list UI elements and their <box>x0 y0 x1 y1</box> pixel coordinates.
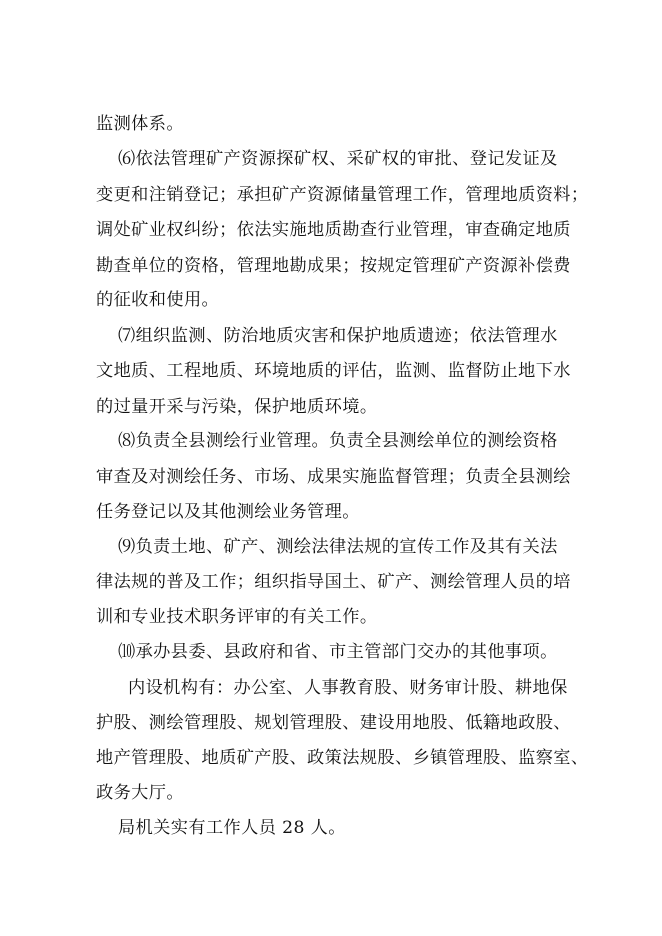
text-line: 审查及对测绘任务、市场、成果实施监督管理；负责全县测绘 <box>96 467 571 487</box>
text-line: 监测体系。 <box>96 114 184 134</box>
text-line: ⑼负责土地、矿产、测绘法律法规的宣传工作及其有关法 <box>118 537 558 557</box>
text-line: 局机关实有工作人员 28 人。 <box>118 818 346 838</box>
text-line: 变更和注销登记；承担矿产资源储量管理工作，管理地质资料； <box>96 185 589 205</box>
text-line: 任务登记以及其他测绘业务管理。 <box>96 502 360 522</box>
text-line: 律法规的普及工作；组织指导国土、矿产、测绘管理人员的培 <box>96 572 571 592</box>
text-line: 护股、测绘管理股、规划管理股、建设用地股、低籍地政股、 <box>96 713 571 733</box>
text-line: ⑻负责全县测绘行业管理。负责全县测绘单位的测绘资格 <box>118 431 558 451</box>
text-line: 文地质、工程地质、环境地质的评估，监测、监督防止地下水 <box>96 361 571 381</box>
text-line: ⑽承办县委、县政府和省、市主管部门交办的其他事项。 <box>118 642 558 662</box>
text-line: 的征收和使用。 <box>96 290 220 310</box>
text-line: 勘查单位的资格，管理地勘成果；按规定管理矿产资源补偿费 <box>96 256 571 276</box>
text-line: 训和专业技术职务评审的有关工作。 <box>96 607 378 627</box>
text-line: ⑹依法管理矿产资源探矿权、采矿权的审批、登记发证及 <box>118 149 558 169</box>
text-line: 调处矿业权纠纷；依法实施地质勘查行业管理，审查确定地质 <box>96 220 571 240</box>
text-line: 地产管理股、地质矿产股、政策法规股、乡镇管理股、监察室、 <box>96 748 589 768</box>
text-line: ⑺组织监测、防治地质灾害和保护地质遗迹；依法管理水 <box>118 326 558 346</box>
text-line: 内设机构有：办公室、人事教育股、财务审计股、耕地保 <box>128 678 568 698</box>
text-line: 政务大厅。 <box>96 783 184 803</box>
text-line: 的过量开采与污染，保护地质环境。 <box>96 397 378 417</box>
